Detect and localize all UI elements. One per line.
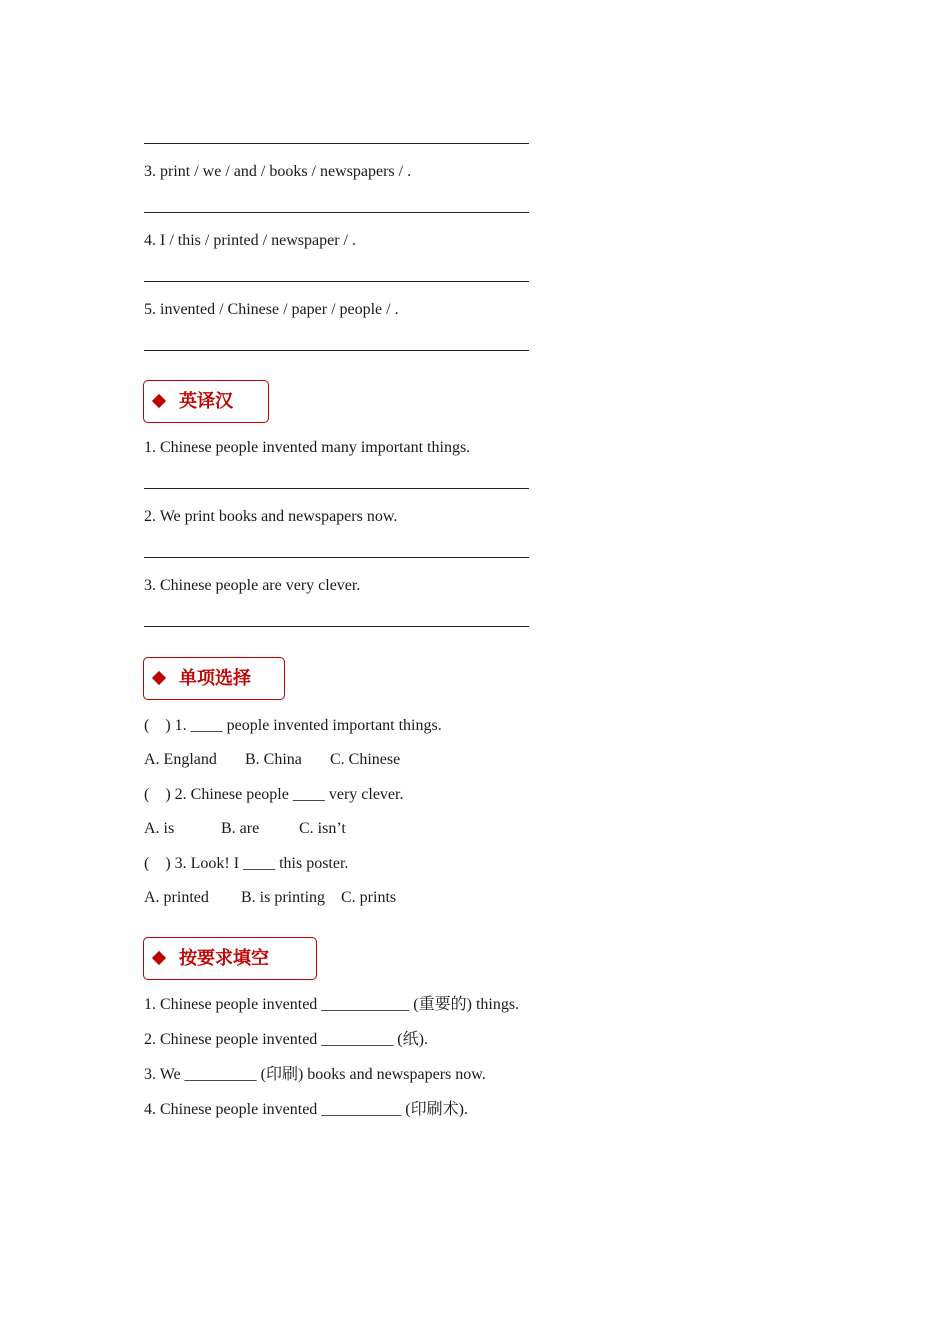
choice-option[interactable]: C. isn’t (299, 820, 346, 837)
diamond-icon (152, 394, 166, 408)
choice-option[interactable]: C. prints (341, 889, 397, 906)
section-header-fill (143, 937, 317, 980)
fill-item-2: 2. Chinese people invented _________ (纸). (144, 1031, 428, 1048)
reorder-item-4: 4. I / this / printed / newspaper / . (144, 232, 356, 249)
section-title: 英译汉 (179, 391, 233, 412)
section-header-translate (143, 380, 269, 423)
translate-item-3: 3. Chinese people are very clever. (144, 577, 361, 594)
fill-item-4: 4. Chinese people invented __________ (印刷术). (144, 1101, 468, 1118)
diamond-icon (152, 671, 166, 685)
answer-line[interactable] (144, 488, 529, 489)
answer-line[interactable] (144, 350, 529, 351)
diamond-icon (152, 951, 166, 965)
section-header-choice (143, 657, 285, 700)
reorder-item-5: 5. invented / Chinese / paper / people / . (144, 301, 399, 318)
answer-line[interactable] (144, 212, 529, 213)
choice-option[interactable]: B. China (245, 751, 302, 768)
choice-option[interactable]: B. are (221, 820, 260, 837)
choice-question-3: ( ) 3. Look! I ____ this poster. (144, 855, 349, 872)
section-title: 单项选择 (179, 668, 251, 689)
choice-option[interactable]: B. is printing (241, 889, 326, 906)
fill-item-1: 1. Chinese people invented ___________ (重要的) things. (144, 996, 520, 1013)
choice-question-1: ( ) 1. ____ people invented important things. (144, 717, 442, 734)
choice-option[interactable]: A. printed (144, 889, 209, 906)
answer-line[interactable] (144, 557, 529, 558)
translate-item-2: 2. We print books and newspapers now. (144, 508, 398, 525)
section-title: 按要求填空 (179, 948, 269, 969)
fill-item-3: 3. We _________ (印刷) books and newspapers now. (144, 1066, 486, 1083)
answer-line[interactable] (144, 626, 529, 627)
choice-option[interactable]: C. Chinese (330, 751, 401, 768)
answer-line[interactable] (144, 143, 529, 144)
reorder-item-3: 3. print / we / and / books / newspapers / . (144, 163, 412, 180)
translate-item-1: 1. Chinese people invented many important things. (144, 439, 471, 456)
choice-option[interactable]: A. is (144, 820, 175, 837)
choice-option[interactable]: A. England (144, 751, 217, 768)
answer-line[interactable] (144, 281, 529, 282)
choice-question-2: ( ) 2. Chinese people ____ very clever. (144, 786, 404, 803)
